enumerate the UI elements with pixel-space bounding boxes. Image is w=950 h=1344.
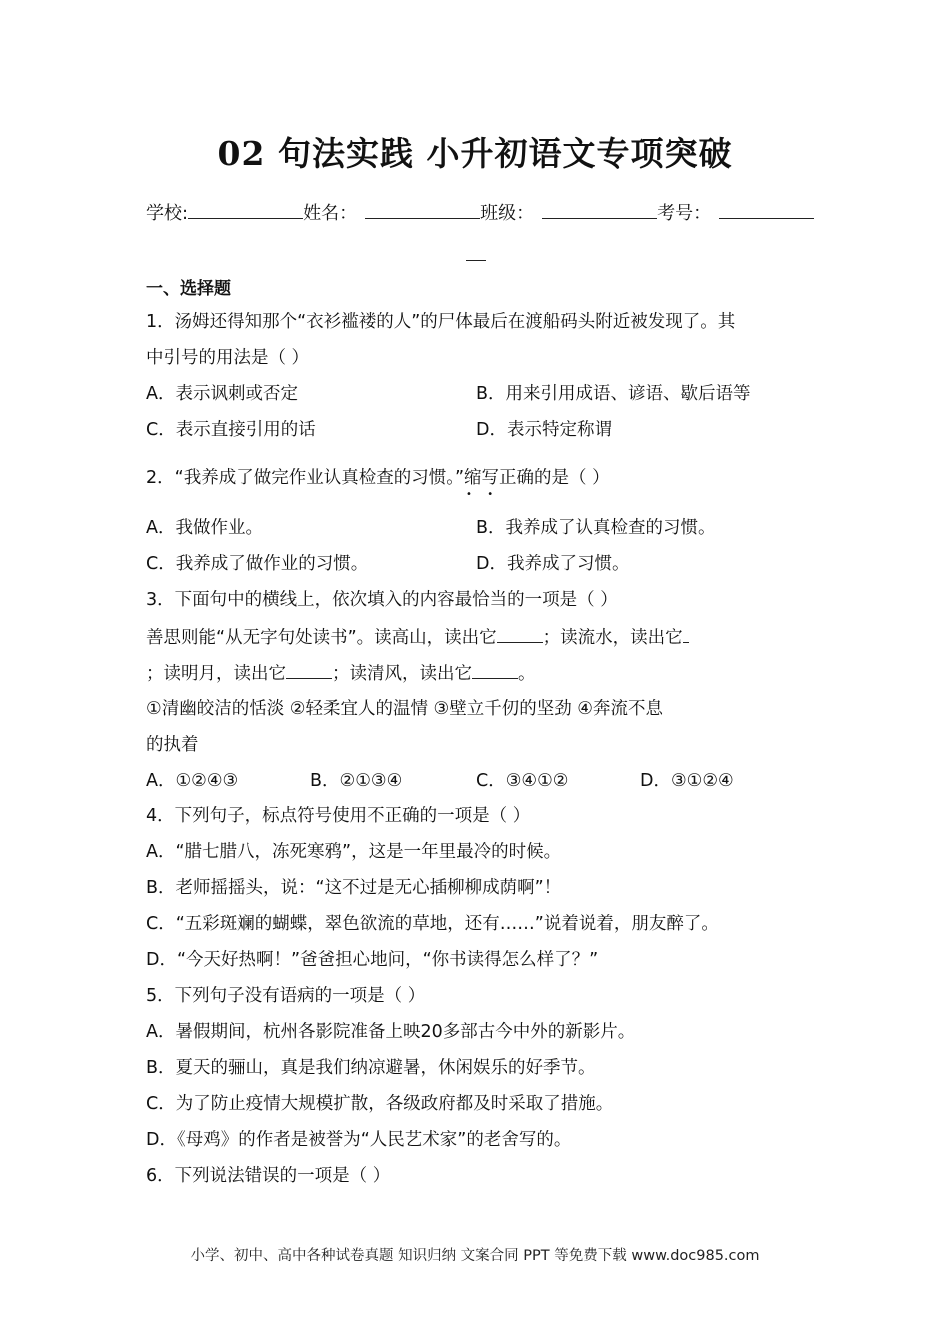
q5-option-a[interactable]: A．暑假期间，杭州各影院准备上映20多部古今中外的新影片。	[146, 1022, 636, 1042]
q2-option-c[interactable]: C．我养成了做作业的习惯。	[146, 554, 369, 574]
q1-option-a[interactable]: A．表示讽刺或否定	[146, 384, 298, 404]
q3-blank-4[interactable]	[472, 660, 518, 679]
q1-option-c[interactable]: C．表示直接引用的话	[146, 420, 316, 440]
q5-option-d[interactable]: D．《母鸡》的作者是被誉为“人民艺术家”的老舍写的。	[146, 1130, 572, 1150]
q3-choices-line1: ①清幽皎洁的恬淡 ②轻柔宜人的温情 ③壁立千仞的坚劲 ④奔流不息	[146, 699, 663, 719]
name-label: 姓名：	[303, 203, 358, 224]
q1-stem-line2: 中引号的用法是（ ）	[146, 348, 310, 368]
q3-blank-3[interactable]	[286, 660, 332, 679]
class-blank[interactable]	[542, 200, 657, 219]
q5-option-b[interactable]: B．夏天的骊山，真是我们纳凉避暑，休闲娱乐的好季节。	[146, 1058, 596, 1078]
school-label: 学校:	[146, 203, 189, 224]
q4-stem: 4．下列句子，标点符号使用不正确的一项是（ ）	[146, 806, 531, 826]
q3-passage-line2	[146, 660, 536, 686]
q3-text-1: 善思则能“从无字句处读书”。读高山，读出它	[146, 628, 497, 648]
q3-stem: 3．下面句中的横线上，依次填入的内容最恰当的一项是（ ）	[146, 590, 618, 610]
q3-passage-line1	[146, 624, 689, 650]
q1-option-d[interactable]: D．表示特定称谓	[476, 420, 612, 440]
q3-option-d[interactable]: D．③①②④	[640, 771, 734, 791]
number-blank-continued	[466, 240, 486, 261]
number-label: 考号：	[657, 203, 712, 224]
q3-option-b[interactable]: B．②①③④	[310, 771, 403, 791]
number-blank[interactable]	[719, 200, 814, 219]
q6-stem: 6．下列说法错误的一项是（ ）	[146, 1166, 391, 1186]
q1-stem-line1: 1．汤姆还得知那个“衣衫褴褛的人”的尸体最后在渡船码头附近被发现了。其	[146, 312, 736, 332]
q2-option-a[interactable]: A．我做作业。	[146, 518, 263, 538]
q3-option-a[interactable]: A．①②④③	[146, 771, 239, 791]
name-blank[interactable]	[365, 200, 480, 219]
q3-option-c[interactable]: C．③④①②	[476, 771, 569, 791]
q3-choices-line2: 的执着	[146, 735, 199, 755]
q2-stem	[146, 466, 610, 490]
q3-text-3: ；读明月，读出它	[146, 664, 286, 684]
q3-text-5: 。	[518, 664, 536, 684]
student-info-row	[146, 200, 811, 226]
q3-blank-1[interactable]	[497, 624, 543, 643]
q3-text-4: ；读清风，读出它	[332, 664, 472, 684]
q4-option-b[interactable]: B．老师摇摇头，说：“这不过是无心插柳柳成荫啊”！	[146, 878, 562, 898]
q3-text-2: ；读流水，读出它	[542, 628, 683, 648]
q2-stem-part2: 正确的是（ ）	[499, 468, 610, 488]
q3-blank-2[interactable]	[683, 624, 689, 643]
q5-stem: 5．下列句子没有语病的一项是（ ）	[146, 986, 426, 1006]
q4-option-d[interactable]: D．“今天好热啊！”爸爸担心地问，“你书读得怎么样了？”	[146, 950, 599, 970]
q5-option-c[interactable]: C．为了防止疫情大规模扩散，各级政府都及时采取了措施。	[146, 1094, 614, 1114]
q2-stem-emphasis: 缩写 • •	[464, 466, 499, 490]
q1-option-b[interactable]: B．用来引用成语、谚语、歇后语等	[476, 384, 751, 404]
q4-option-c[interactable]: C．“五彩斑斓的蝴蝶，翠色欲流的草地，还有……”说着说着，朋友醉了。	[146, 914, 719, 934]
school-blank[interactable]	[188, 200, 303, 219]
section-heading: 一、选择题	[146, 279, 231, 299]
page-footer: 小学、初中、高中各种试卷真题 知识归纳 文案合同 PPT 等免费下载 www.doc985.com	[190, 1248, 760, 1264]
q2-option-b[interactable]: B．我养成了认真检查的习惯。	[476, 518, 716, 538]
class-label: 班级：	[480, 203, 535, 224]
q2-stem-part1: 2．“我养成了做完作业认真检查的习惯。”	[146, 468, 465, 488]
page-title: 02 句法实践 小升初语文专项突破	[217, 134, 733, 173]
q2-option-d[interactable]: D．我养成了习惯。	[476, 554, 630, 574]
q4-option-a[interactable]: A．“腊七腊八，冻死寒鸦”，这是一年里最冷的时候。	[146, 842, 562, 862]
